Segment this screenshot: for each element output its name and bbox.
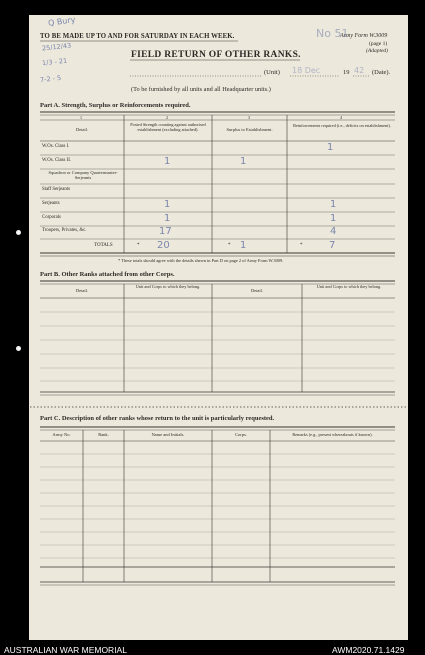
total-reinforcements: 7 <box>329 240 336 251</box>
row-detail: Staff Serjeants <box>42 187 71 192</box>
date-label: (Date). <box>372 69 391 76</box>
archive-credit: AUSTRALIAN WAR MEMORIAL <box>4 645 127 655</box>
header-detail: Detail. <box>75 127 89 132</box>
unit-label: (Unit) <box>264 69 280 76</box>
total-posted: 20 <box>157 240 170 251</box>
part-c-title: Part C. Description of other ranks whose return to the unit is particularly requested. <box>40 415 275 422</box>
furnished-note: (To be furnished by all units and all Headquarter units.) <box>131 86 271 93</box>
handwritten-year: 42 <box>354 66 365 75</box>
totals-asterisk: * <box>300 243 303 248</box>
row-detail: Troopers, Privates, &c. <box>42 228 87 233</box>
header-corps: Corps. <box>235 432 247 437</box>
reinforcements-value: 1 <box>330 199 337 210</box>
row-detail: Serjeants <box>42 201 60 206</box>
header-detail: Detail. <box>250 288 264 293</box>
header-remarks: Remarks (e.g., present whereabouts if known). <box>292 432 373 437</box>
header-rank: Rank. <box>98 432 109 437</box>
col-number: 1 <box>80 115 82 120</box>
handwritten-unit-number: No 51 <box>316 27 349 40</box>
totals-footnote: * These totals should agree with the details shewn in Part D on page 2 of Army Form W.3009. <box>118 258 284 263</box>
year-prefix: 19 <box>343 69 350 76</box>
total-surplus: 1 <box>240 240 247 251</box>
part-a-title: Part A. Strength, Surplus or Reinforcements required. <box>40 102 191 109</box>
header-unit-corps: Unit and Corps to which they belong. <box>135 284 201 289</box>
part-b-title: Part B. Other Ranks attached from other Corps. <box>40 271 175 278</box>
handwritten-note: 7-2 - 5 <box>39 73 62 85</box>
header-posted-strength: Posted Strength counting against authorised establishment (excluding attached). <box>130 122 206 132</box>
posted-value: 1 <box>164 199 171 210</box>
header-surplus: Surplus to Establishment. <box>226 127 273 132</box>
handwritten-note: Q Bury <box>47 15 76 28</box>
row-detail: W.Os. Class II. <box>42 158 72 163</box>
handwritten-note: 25/12/43 <box>41 41 72 53</box>
col-number: 3 <box>248 115 250 120</box>
adapted-note: (Adapted) <box>366 48 388 54</box>
form-title: FIELD RETURN OF OTHER RANKS. <box>131 50 301 60</box>
reinforcements-value: 1 <box>327 142 334 153</box>
row-detail: Squadron or Company Quartermaster-Serjeants <box>48 170 118 180</box>
col-number: 4 <box>340 115 342 120</box>
page-number: (page 1) <box>369 41 388 47</box>
header-unit-corps: Unit and Corps to which they belong. <box>316 284 382 289</box>
col-number: 2 <box>166 115 168 120</box>
catalogue-number: AWM2020.71.1429 <box>332 645 405 655</box>
reinforcements-value: 4 <box>330 226 337 237</box>
totals-asterisk: * <box>228 243 231 248</box>
header-reinforcements: Reinforcements required (i.e., deficits on establishment). <box>293 123 391 128</box>
header-army-no: Army No. <box>52 432 71 437</box>
handwritten-note: 1/3 - 21 <box>41 56 68 68</box>
posted-value: 1 <box>164 213 171 224</box>
reinforcements-value: 1 <box>330 213 337 224</box>
totals-asterisk: * <box>137 243 140 248</box>
header-detail: Detail. <box>75 288 89 293</box>
totals-label: TOTALS <box>94 243 113 248</box>
instruction-text: TO BE MADE UP TO AND FOR SATURDAY IN EACH WEEK. <box>40 33 235 40</box>
row-detail: W.Os. Class I. <box>42 144 70 149</box>
posted-value: 1 <box>164 156 171 167</box>
handwritten-date: 18 Dec <box>292 66 321 75</box>
header-name: Name and Initials. <box>151 432 185 437</box>
posted-value: 17 <box>159 226 172 237</box>
surplus-value: 1 <box>240 156 247 167</box>
row-detail: Corporals <box>42 215 61 220</box>
army-form-number: Army Form W.3009 <box>340 33 388 39</box>
